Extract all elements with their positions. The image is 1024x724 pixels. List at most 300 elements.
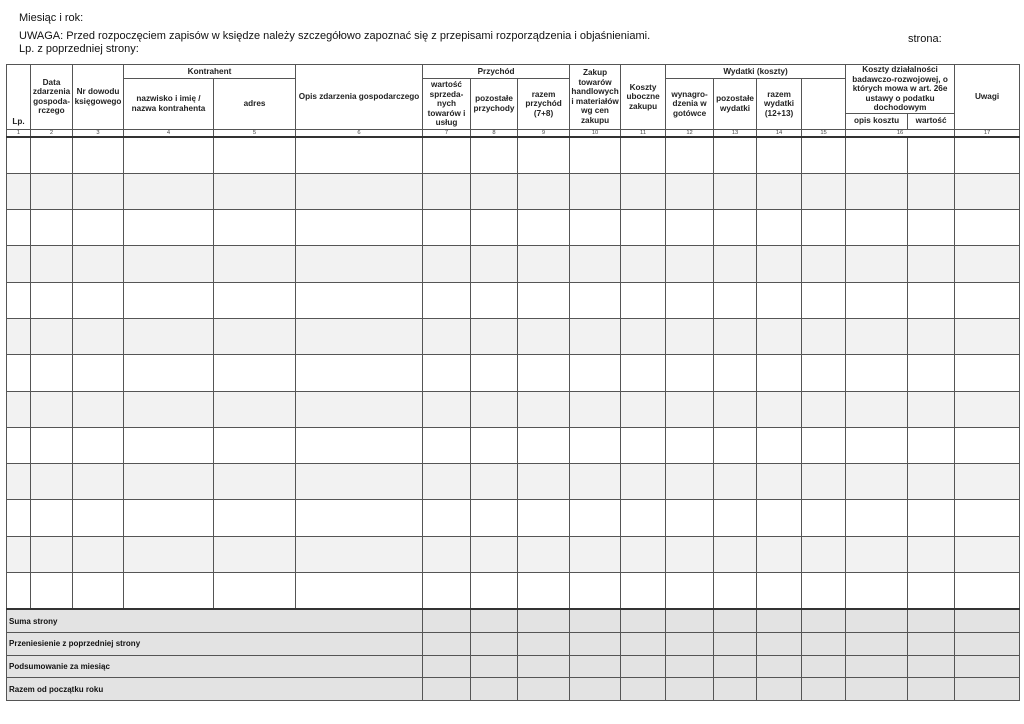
ledger-cell[interactable] xyxy=(124,573,214,610)
ledger-cell[interactable] xyxy=(471,210,518,246)
ledger-cell[interactable] xyxy=(423,173,471,209)
ledger-cell[interactable] xyxy=(666,210,714,246)
ledger-cell[interactable] xyxy=(666,464,714,500)
ledger-cell[interactable] xyxy=(124,282,214,318)
ledger-cell[interactable] xyxy=(73,464,124,500)
summary-cell[interactable] xyxy=(802,609,846,632)
ledger-cell[interactable] xyxy=(214,573,296,610)
ledger-cell[interactable] xyxy=(955,391,1020,427)
ledger-cell[interactable] xyxy=(955,173,1020,209)
ledger-cell[interactable] xyxy=(621,573,666,610)
ledger-cell[interactable] xyxy=(31,500,73,536)
ledger-cell[interactable] xyxy=(73,318,124,354)
ledger-cell[interactable] xyxy=(621,173,666,209)
ledger-cell[interactable] xyxy=(846,355,908,391)
ledger-cell[interactable] xyxy=(124,536,214,572)
ledger-cell[interactable] xyxy=(296,391,423,427)
ledger-cell[interactable] xyxy=(570,246,621,282)
page-number-label: strona: xyxy=(908,33,942,45)
ledger-cell[interactable] xyxy=(846,282,908,318)
ledger-cell[interactable] xyxy=(73,246,124,282)
ledger-cell[interactable] xyxy=(471,173,518,209)
ledger-cell[interactable] xyxy=(621,282,666,318)
ledger-cell[interactable] xyxy=(570,427,621,463)
ledger-cell[interactable] xyxy=(714,282,757,318)
ledger-cell[interactable] xyxy=(955,318,1020,354)
ledger-cell[interactable] xyxy=(621,246,666,282)
ledger-cell[interactable] xyxy=(908,355,955,391)
summary-cell[interactable] xyxy=(423,609,471,632)
ledger-cell[interactable] xyxy=(621,391,666,427)
ledger-cell[interactable] xyxy=(802,464,846,500)
ledger-cell[interactable] xyxy=(757,464,802,500)
ledger-cell[interactable] xyxy=(518,173,570,209)
ledger-cell[interactable] xyxy=(518,210,570,246)
col-counterparty-header: Kontrahent xyxy=(124,65,296,79)
ledger-cell[interactable] xyxy=(570,464,621,500)
ledger-cell[interactable] xyxy=(846,464,908,500)
col-number: 11 xyxy=(621,129,666,137)
ledger-cell[interactable] xyxy=(757,318,802,354)
ledger-cell[interactable] xyxy=(214,137,296,174)
ledger-cell[interactable] xyxy=(214,246,296,282)
summary-cell[interactable] xyxy=(757,609,802,632)
ledger-cell[interactable] xyxy=(31,355,73,391)
ledger-cell[interactable] xyxy=(955,246,1020,282)
ledger-cell[interactable] xyxy=(666,536,714,572)
ledger-cell[interactable] xyxy=(621,210,666,246)
ledger-cell[interactable] xyxy=(31,246,73,282)
ledger-cell[interactable] xyxy=(296,500,423,536)
ledger-cell[interactable] xyxy=(518,573,570,610)
summary-cell[interactable] xyxy=(518,655,570,678)
col-purchase-header: Zakup towarów handlowych i materiałów wg cen zakupu xyxy=(570,65,621,130)
ledger-cell[interactable] xyxy=(471,137,518,174)
ledger-cell[interactable] xyxy=(714,573,757,610)
summary-row xyxy=(7,633,1020,656)
ledger-cell[interactable] xyxy=(846,318,908,354)
ledger-cell[interactable] xyxy=(214,500,296,536)
ledger-cell[interactable] xyxy=(666,427,714,463)
ledger-cell[interactable] xyxy=(666,137,714,174)
ledger-cell[interactable] xyxy=(73,210,124,246)
ledger-cell[interactable] xyxy=(846,536,908,572)
ledger-cell[interactable] xyxy=(757,137,802,174)
summary-cell[interactable] xyxy=(802,678,846,701)
ledger-cell[interactable] xyxy=(570,536,621,572)
ledger-cell[interactable] xyxy=(846,246,908,282)
ledger-cell[interactable] xyxy=(124,500,214,536)
ledger-cell[interactable] xyxy=(570,391,621,427)
summary-row xyxy=(7,678,1020,701)
summary-cell[interactable] xyxy=(570,633,621,656)
col-number: 8 xyxy=(471,129,518,137)
ledger-cell[interactable] xyxy=(296,137,423,174)
ledger-cell[interactable] xyxy=(73,173,124,209)
ledger-cell[interactable] xyxy=(908,137,955,174)
ledger-cell[interactable] xyxy=(714,318,757,354)
ledger-cell[interactable] xyxy=(7,500,31,536)
ledger-cell[interactable] xyxy=(214,282,296,318)
ledger-cell[interactable] xyxy=(296,355,423,391)
ledger-cell[interactable] xyxy=(296,536,423,572)
ledger-cell[interactable] xyxy=(802,246,846,282)
ledger-cell[interactable] xyxy=(570,355,621,391)
ledger-cell[interactable] xyxy=(7,282,31,318)
ledger-cell[interactable] xyxy=(423,318,471,354)
summary-cell[interactable] xyxy=(471,655,518,678)
ledger-cell[interactable] xyxy=(124,246,214,282)
ledger-cell[interactable] xyxy=(423,210,471,246)
ledger-cell[interactable] xyxy=(471,536,518,572)
summary-cell[interactable] xyxy=(955,655,1020,678)
ledger-cell[interactable] xyxy=(518,427,570,463)
ledger-cell[interactable] xyxy=(908,536,955,572)
ledger-cell[interactable] xyxy=(518,464,570,500)
ledger-cell[interactable] xyxy=(955,137,1020,174)
ledger-cell[interactable] xyxy=(621,464,666,500)
summary-cell[interactable] xyxy=(570,655,621,678)
summary-cell[interactable] xyxy=(621,609,666,632)
ledger-cell[interactable] xyxy=(621,318,666,354)
ledger-cell[interactable] xyxy=(124,137,214,174)
summary-cell[interactable] xyxy=(802,633,846,656)
summary-cell[interactable] xyxy=(714,609,757,632)
ledger-cell[interactable] xyxy=(31,573,73,610)
ledger-cell[interactable] xyxy=(214,210,296,246)
col-number: 17 xyxy=(955,129,1020,137)
ledger-cell[interactable] xyxy=(124,427,214,463)
summary-cell[interactable] xyxy=(621,633,666,656)
ledger-cell[interactable] xyxy=(955,282,1020,318)
ledger-cell[interactable] xyxy=(214,391,296,427)
ledger-cell[interactable] xyxy=(714,427,757,463)
ledger-cell[interactable] xyxy=(714,137,757,174)
summary-cell[interactable] xyxy=(802,655,846,678)
ledger-cell[interactable] xyxy=(471,391,518,427)
ledger-cell[interactable] xyxy=(666,500,714,536)
summary-cell[interactable] xyxy=(908,678,955,701)
ledger-cell[interactable] xyxy=(621,355,666,391)
ledger-cell[interactable] xyxy=(714,500,757,536)
ledger-cell[interactable] xyxy=(621,500,666,536)
ledger-cell[interactable] xyxy=(570,137,621,174)
ledger-cell[interactable] xyxy=(666,282,714,318)
summary-cell[interactable] xyxy=(955,609,1020,632)
summary-cell[interactable] xyxy=(471,678,518,701)
ledger-cell[interactable] xyxy=(471,427,518,463)
ledger-cell[interactable] xyxy=(423,246,471,282)
ledger-cell[interactable] xyxy=(802,173,846,209)
summary-cell[interactable] xyxy=(518,678,570,701)
ledger-cell[interactable] xyxy=(214,355,296,391)
ledger-cell[interactable] xyxy=(31,173,73,209)
summary-cell[interactable] xyxy=(757,678,802,701)
ledger-cell[interactable] xyxy=(621,427,666,463)
summary-cell[interactable] xyxy=(846,678,908,701)
ledger-cell[interactable] xyxy=(296,318,423,354)
ledger-cell[interactable] xyxy=(73,536,124,572)
ledger-cell[interactable] xyxy=(423,573,471,610)
ledger-cell[interactable] xyxy=(714,355,757,391)
ledger-cell[interactable] xyxy=(73,137,124,174)
summary-cell[interactable] xyxy=(570,609,621,632)
ledger-cell[interactable] xyxy=(73,573,124,610)
ledger-cell[interactable] xyxy=(802,318,846,354)
ledger-cell[interactable] xyxy=(214,427,296,463)
summary-cell[interactable] xyxy=(621,655,666,678)
ledger-cell[interactable] xyxy=(471,500,518,536)
ledger-cell[interactable] xyxy=(802,210,846,246)
ledger-cell[interactable] xyxy=(846,391,908,427)
ledger-cell[interactable] xyxy=(31,282,73,318)
ledger-cell[interactable] xyxy=(846,137,908,174)
ledger-cell[interactable] xyxy=(846,210,908,246)
ledger-cell[interactable] xyxy=(908,173,955,209)
ledger-cell[interactable] xyxy=(757,355,802,391)
ledger-entry-row xyxy=(7,246,1020,282)
ledger-cell[interactable] xyxy=(666,391,714,427)
ledger-cell[interactable] xyxy=(7,246,31,282)
ledger-cell[interactable] xyxy=(714,464,757,500)
ledger-cell[interactable] xyxy=(802,391,846,427)
ledger-cell[interactable] xyxy=(471,464,518,500)
summary-cell[interactable] xyxy=(757,633,802,656)
notice-text: UWAGA: Przed rozpoczęciem zapisów w księdze należy szczegółowo zapoznać się z przepisami rozporządzenia i objaśnieniami. xyxy=(19,30,651,42)
ledger-cell[interactable] xyxy=(802,355,846,391)
ledger-cell[interactable] xyxy=(73,282,124,318)
ledger-cell[interactable] xyxy=(471,318,518,354)
ledger-cell[interactable] xyxy=(124,355,214,391)
summary-cell[interactable] xyxy=(908,655,955,678)
col-other-expenses-header: pozostałe wydatki xyxy=(714,79,757,130)
col-number: 15 xyxy=(802,129,846,137)
ledger-cell[interactable] xyxy=(908,246,955,282)
ledger-cell[interactable] xyxy=(570,210,621,246)
ledger-cell[interactable] xyxy=(31,137,73,174)
ledger-cell[interactable] xyxy=(846,173,908,209)
col-number: 5 xyxy=(214,129,296,137)
summary-cell[interactable] xyxy=(908,609,955,632)
summary-cell[interactable] xyxy=(471,633,518,656)
col-value-header: wartość xyxy=(908,113,955,129)
ledger-cell[interactable] xyxy=(518,391,570,427)
ledger-cell[interactable] xyxy=(7,355,31,391)
ledger-cell[interactable] xyxy=(757,210,802,246)
ledger-cell[interactable] xyxy=(214,318,296,354)
ledger-cell[interactable] xyxy=(802,427,846,463)
ledger-cell[interactable] xyxy=(846,573,908,610)
col-number: 12 xyxy=(666,129,714,137)
ledger-cell[interactable] xyxy=(666,355,714,391)
ledger-cell[interactable] xyxy=(518,318,570,354)
ledger-cell[interactable] xyxy=(7,536,31,572)
ledger-cell[interactable] xyxy=(621,536,666,572)
ledger-cell[interactable] xyxy=(73,355,124,391)
ledger-cell[interactable] xyxy=(124,318,214,354)
ledger-entry-row xyxy=(7,137,1020,174)
summary-cell[interactable] xyxy=(757,655,802,678)
ledger-cell[interactable] xyxy=(757,427,802,463)
ledger-cell[interactable] xyxy=(955,573,1020,610)
ledger-cell[interactable] xyxy=(214,173,296,209)
summary-cell[interactable] xyxy=(621,678,666,701)
ledger-cell[interactable] xyxy=(31,318,73,354)
ledger-cell[interactable] xyxy=(31,391,73,427)
summary-cell[interactable] xyxy=(666,678,714,701)
ledger-cell[interactable] xyxy=(570,573,621,610)
summary-cell[interactable] xyxy=(714,633,757,656)
ledger-cell[interactable] xyxy=(666,173,714,209)
ledger-cell[interactable] xyxy=(714,536,757,572)
ledger-cell[interactable] xyxy=(955,355,1020,391)
summary-cell[interactable] xyxy=(666,633,714,656)
ledger-cell[interactable] xyxy=(802,573,846,610)
ledger-cell[interactable] xyxy=(296,210,423,246)
summary-cell[interactable] xyxy=(423,678,471,701)
summary-cell[interactable] xyxy=(846,633,908,656)
ledger-cell[interactable] xyxy=(7,210,31,246)
ledger-cell[interactable] xyxy=(423,355,471,391)
ledger-cell[interactable] xyxy=(802,536,846,572)
ledger-cell[interactable] xyxy=(423,427,471,463)
ledger-cell[interactable] xyxy=(908,427,955,463)
ledger-cell[interactable] xyxy=(908,210,955,246)
ledger-cell[interactable] xyxy=(471,246,518,282)
ledger-cell[interactable] xyxy=(124,210,214,246)
ledger-cell[interactable] xyxy=(518,246,570,282)
ledger-cell[interactable] xyxy=(296,246,423,282)
ledger-cell[interactable] xyxy=(757,173,802,209)
ledger-cell[interactable] xyxy=(757,500,802,536)
summary-cell[interactable] xyxy=(714,655,757,678)
ledger-cell[interactable] xyxy=(518,282,570,318)
ledger-cell[interactable] xyxy=(955,210,1020,246)
ledger-cell[interactable] xyxy=(296,573,423,610)
ledger-cell[interactable] xyxy=(714,246,757,282)
ledger-cell[interactable] xyxy=(423,464,471,500)
ledger-cell[interactable] xyxy=(124,173,214,209)
ledger-cell[interactable] xyxy=(31,464,73,500)
summary-cell[interactable] xyxy=(846,609,908,632)
ledger-cell[interactable] xyxy=(7,137,31,174)
ledger-cell[interactable] xyxy=(471,355,518,391)
ledger-cell[interactable] xyxy=(7,464,31,500)
ledger-cell[interactable] xyxy=(471,282,518,318)
ledger-cell[interactable] xyxy=(908,282,955,318)
summary-cell[interactable] xyxy=(908,633,955,656)
ledger-cell[interactable] xyxy=(846,500,908,536)
ledger-cell[interactable] xyxy=(296,427,423,463)
ledger-cell[interactable] xyxy=(518,500,570,536)
ledger-cell[interactable] xyxy=(666,573,714,610)
ledger-cell[interactable] xyxy=(31,210,73,246)
ledger-cell[interactable] xyxy=(757,573,802,610)
ledger-cell[interactable] xyxy=(423,391,471,427)
summary-cell[interactable] xyxy=(666,655,714,678)
ledger-cell[interactable] xyxy=(296,173,423,209)
ledger-cell[interactable] xyxy=(31,536,73,572)
ledger-cell[interactable] xyxy=(124,464,214,500)
revenue-expense-ledger-table xyxy=(6,64,1020,701)
ledger-cell[interactable] xyxy=(802,137,846,174)
summary-cell[interactable] xyxy=(846,655,908,678)
ledger-cell[interactable] xyxy=(908,500,955,536)
summary-cell[interactable] xyxy=(570,678,621,701)
ledger-cell[interactable] xyxy=(757,536,802,572)
ledger-cell[interactable] xyxy=(714,173,757,209)
ledger-cell[interactable] xyxy=(908,318,955,354)
ledger-cell[interactable] xyxy=(471,573,518,610)
ledger-cell[interactable] xyxy=(714,391,757,427)
ledger-cell[interactable] xyxy=(714,210,757,246)
ledger-cell[interactable] xyxy=(666,246,714,282)
ledger-cell[interactable] xyxy=(757,246,802,282)
ledger-cell[interactable] xyxy=(908,573,955,610)
col-number: 1 xyxy=(7,129,31,137)
ledger-cell[interactable] xyxy=(296,282,423,318)
ledger-cell[interactable] xyxy=(214,536,296,572)
ledger-cell[interactable] xyxy=(908,464,955,500)
ledger-cell[interactable] xyxy=(31,427,73,463)
ledger-cell[interactable] xyxy=(757,391,802,427)
ledger-cell[interactable] xyxy=(802,500,846,536)
ledger-cell[interactable] xyxy=(666,318,714,354)
ledger-cell[interactable] xyxy=(908,391,955,427)
summary-cell[interactable] xyxy=(955,633,1020,656)
ledger-cell[interactable] xyxy=(570,500,621,536)
ledger-cell[interactable] xyxy=(621,137,666,174)
ledger-cell[interactable] xyxy=(518,536,570,572)
ledger-cell[interactable] xyxy=(518,355,570,391)
summary-cell[interactable] xyxy=(471,609,518,632)
ledger-cell[interactable] xyxy=(757,282,802,318)
summary-cell[interactable] xyxy=(714,678,757,701)
ledger-cell[interactable] xyxy=(7,391,31,427)
ledger-cell[interactable] xyxy=(124,391,214,427)
ledger-cell[interactable] xyxy=(7,173,31,209)
summary-cell[interactable] xyxy=(518,633,570,656)
ledger-cell[interactable] xyxy=(7,427,31,463)
ledger-cell[interactable] xyxy=(73,427,124,463)
ledger-cell[interactable] xyxy=(73,391,124,427)
ledger-cell[interactable] xyxy=(846,427,908,463)
ledger-cell[interactable] xyxy=(518,137,570,174)
ledger-cell[interactable] xyxy=(73,500,124,536)
ledger-cell[interactable] xyxy=(7,318,31,354)
ledger-cell[interactable] xyxy=(423,282,471,318)
ledger-cell[interactable] xyxy=(423,137,471,174)
ledger-cell[interactable] xyxy=(955,427,1020,463)
ledger-cell[interactable] xyxy=(955,536,1020,572)
ledger-cell[interactable] xyxy=(296,464,423,500)
ledger-cell[interactable] xyxy=(570,318,621,354)
summary-cell[interactable] xyxy=(518,609,570,632)
ledger-cell[interactable] xyxy=(423,536,471,572)
summary-cell[interactable] xyxy=(423,655,471,678)
ledger-cell[interactable] xyxy=(955,500,1020,536)
summary-cell[interactable] xyxy=(955,678,1020,701)
ledger-cell[interactable] xyxy=(955,464,1020,500)
ledger-cell[interactable] xyxy=(214,464,296,500)
ledger-cell[interactable] xyxy=(423,500,471,536)
summary-cell[interactable] xyxy=(423,633,471,656)
ledger-cell[interactable] xyxy=(7,573,31,610)
ledger-cell[interactable] xyxy=(570,173,621,209)
ledger-cell[interactable] xyxy=(802,282,846,318)
ledger-cell[interactable] xyxy=(570,282,621,318)
summary-cell[interactable] xyxy=(666,609,714,632)
